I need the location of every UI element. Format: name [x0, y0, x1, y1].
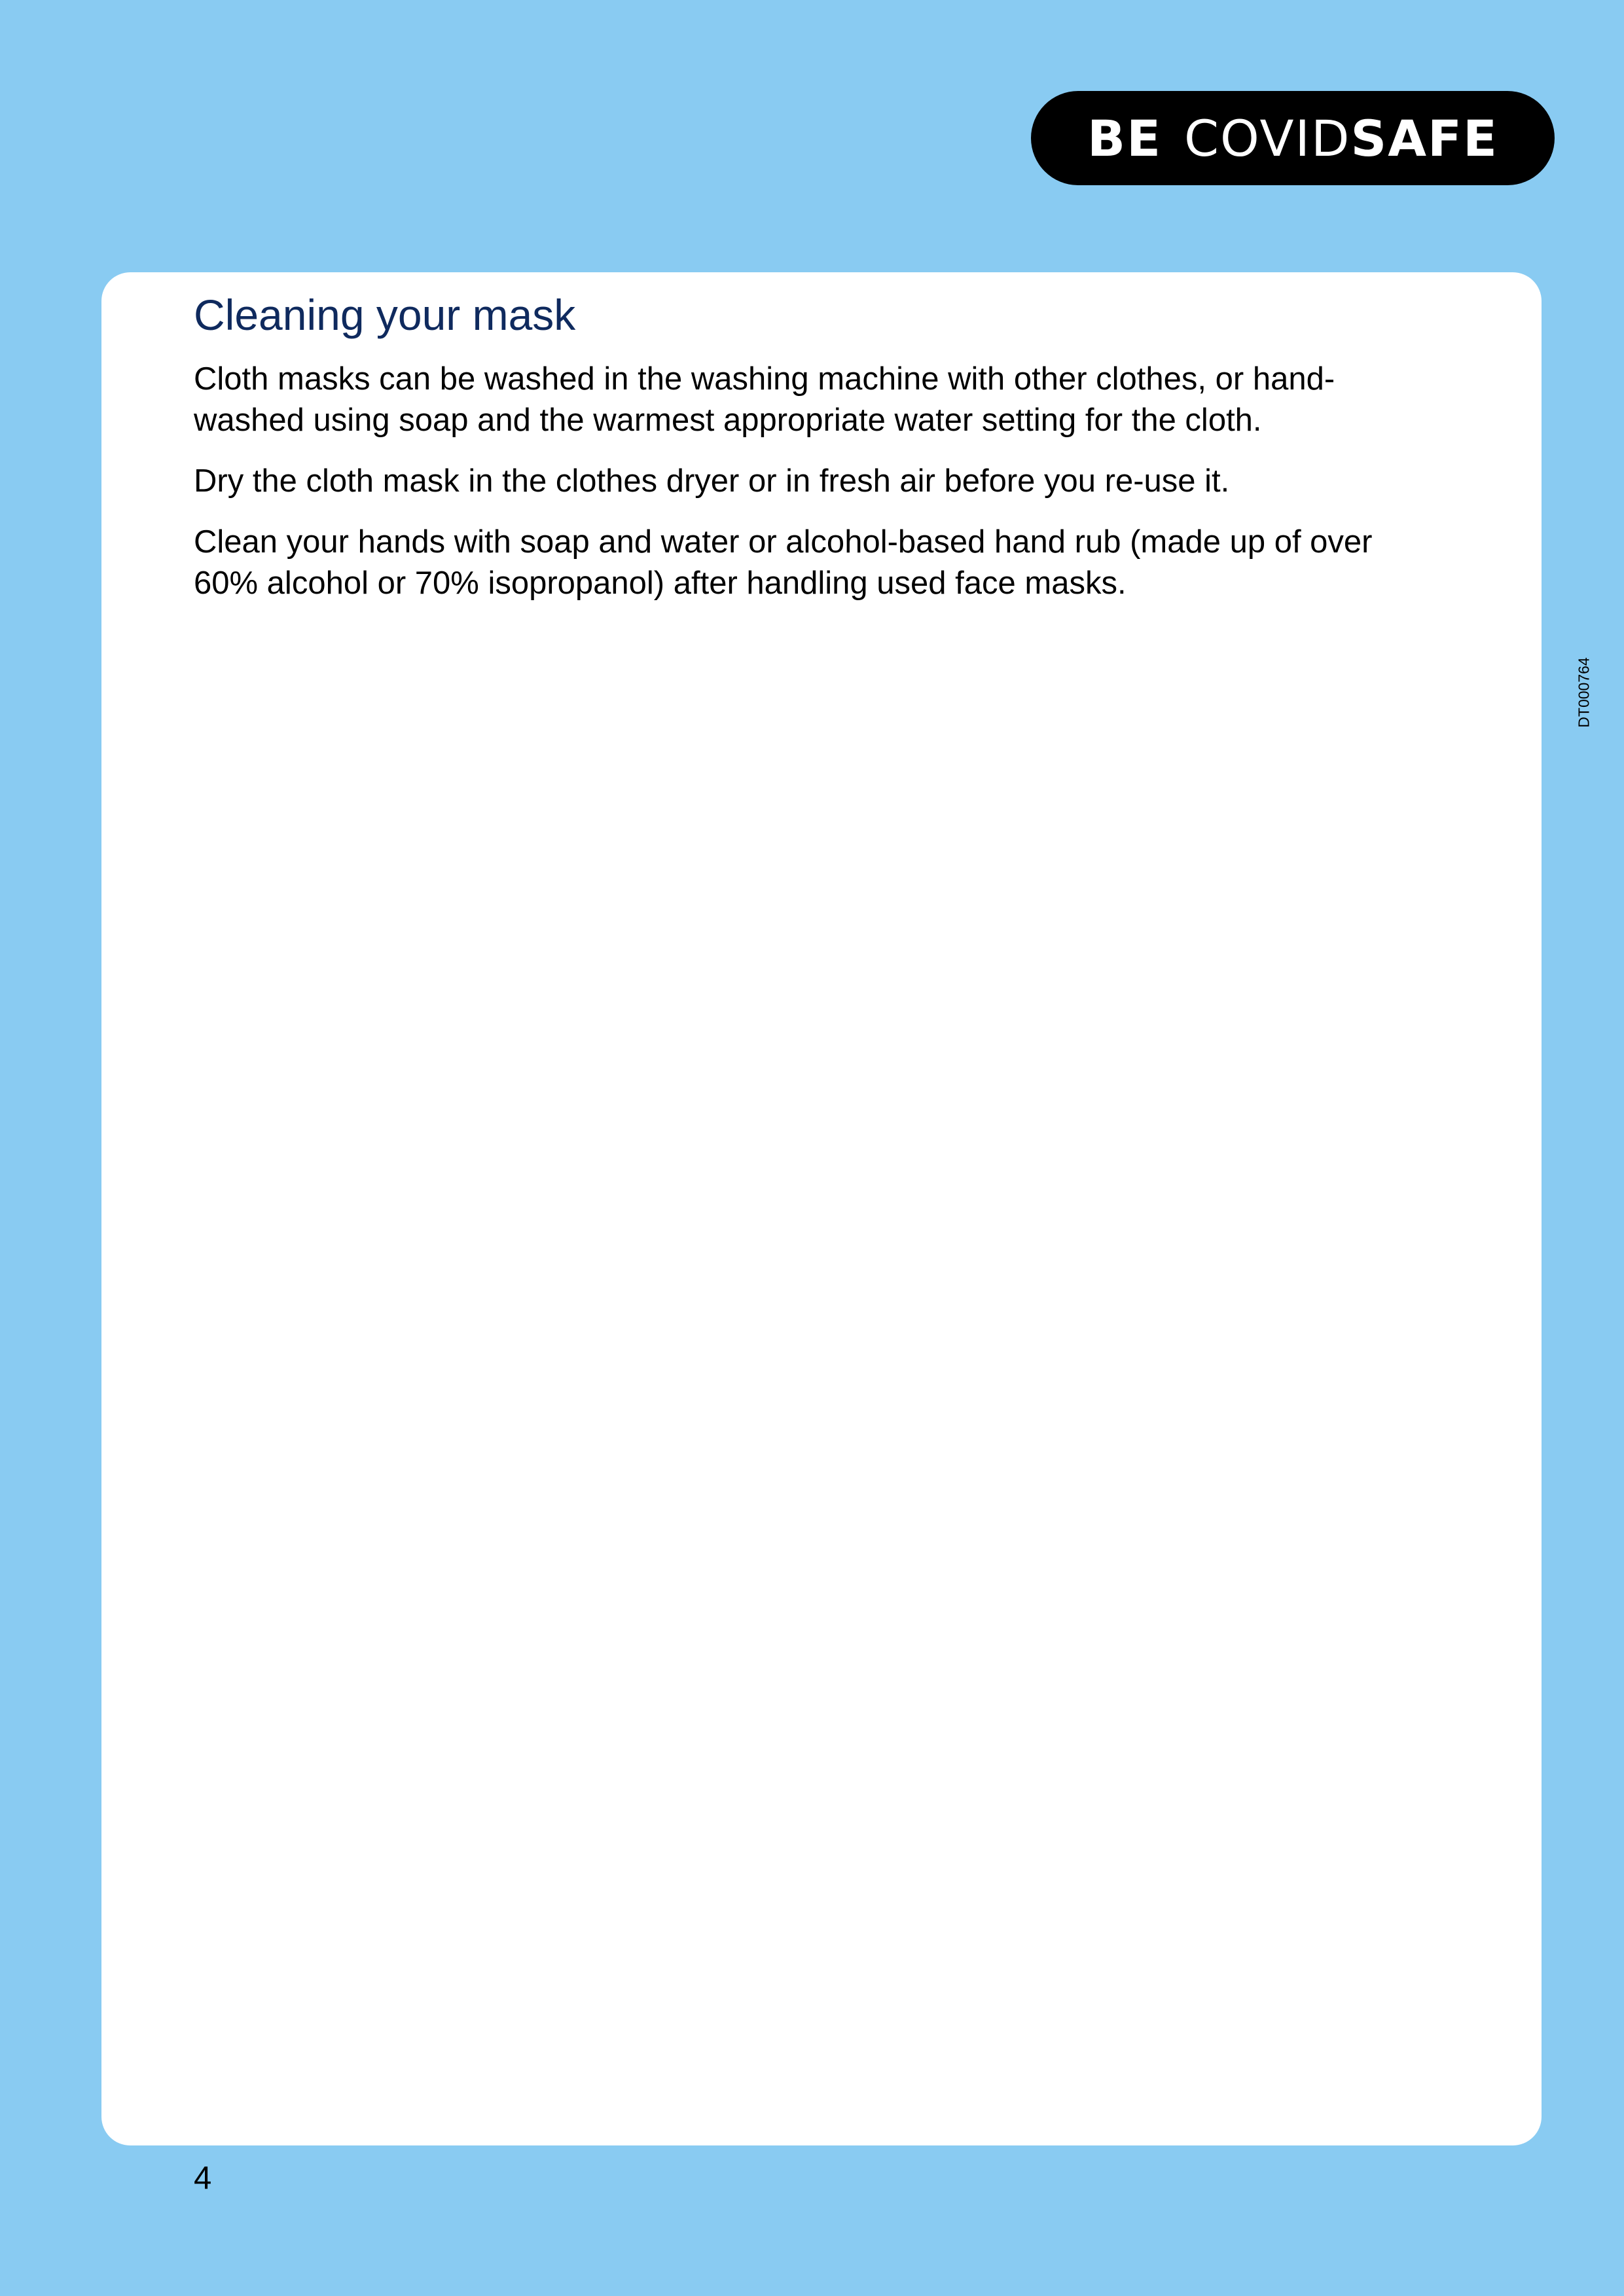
cleaning-section	[194, 288, 1437, 624]
logo-word-safe: SAFE	[1350, 109, 1498, 168]
paragraph-drying: Dry the cloth mask in the clothes dryer or in fresh air before you re-use it.	[194, 463, 1230, 499]
logo-word-be: BE	[1087, 109, 1162, 168]
document-code: DT000764	[1575, 657, 1593, 728]
logo-word-covid: COVID	[1183, 109, 1351, 168]
paragraph-washing: Cloth masks can be washed in the washing machine with other clothes, or hand-washed using soap and the warmest appropriate water setting for the cloth.	[194, 361, 1335, 438]
section-heading: Cleaning your mask	[194, 291, 576, 339]
be-covidsafe-logo	[1031, 91, 1555, 185]
page-number: 4	[194, 2161, 212, 2196]
paragraph-hand-hygiene: Clean your hands with soap and water or alcohol-based hand rub (made up of over 60% alcohol or 70% isopropanol) after handling used face masks.	[194, 524, 1373, 601]
